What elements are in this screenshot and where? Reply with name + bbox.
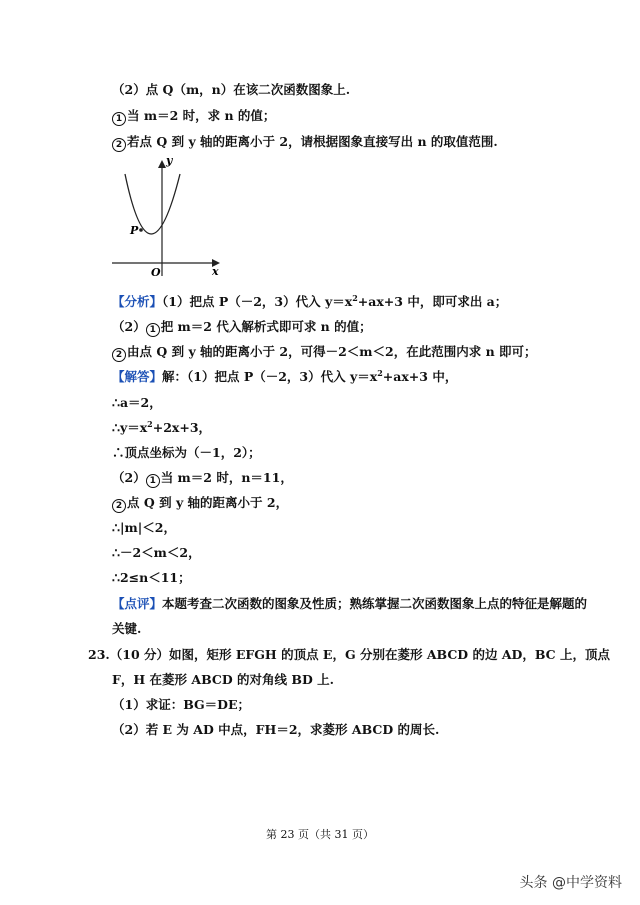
q23-line-3: （1）求证：BG＝DE； <box>112 697 251 712</box>
point-p-label: P <box>130 224 139 237</box>
solution-line-9: ∴2≤n＜11； <box>112 570 191 585</box>
comment-line-1: 【点评】本题考查二次函数的图象及性质；熟练掌握二次函数图象上点的特征是解题的 <box>112 596 588 611</box>
analysis-line-1: 【分析】（1）把点 P（－2，3）代入 $y=x^2+ax+3$ 中，即可求出 a； <box>112 293 508 309</box>
q2-part1: 1 当 m＝2 时，求 n 的值； <box>112 108 275 126</box>
analysis-line-3: 2 由点 Q 到 y 轴的距离小于 2，可得－2＜m＜2，在此范围内求 n 即可； <box>112 344 537 362</box>
q23-line-2: F，H 在菱形 ABCD 的对角线 BD 上. <box>112 672 334 687</box>
watermark: 头条 @中学资料 <box>519 875 622 891</box>
analysis-line-2: （2） 1 把 m＝2 代入解析式即可求 n 的值； <box>112 319 372 335</box>
page-footer: 第 23 页（共 31 页） <box>266 828 374 841</box>
y-axis-arrow <box>158 160 166 168</box>
y-axis-label: y <box>166 154 173 167</box>
parabola-graph <box>112 154 227 279</box>
circled-two: 2 <box>112 138 126 152</box>
solution-line-2: ∴a＝2， <box>112 395 162 410</box>
point-p <box>139 228 143 232</box>
q23-line-4: （2）若 E 为 AD 中点，FH＝2，求菱形 ABCD 的周长. <box>112 722 440 737</box>
q2-part2: 2 若点 Q 到 y 轴的距离小于 2，请根据图象直接写出 n 的取值范围. <box>112 134 498 152</box>
solution-line-8: ∴－2＜m＜2， <box>112 545 201 560</box>
x-axis-label: x <box>212 265 219 278</box>
q2-intro: （2）点 Q（m，n）在该二次函数图象上. <box>112 82 351 97</box>
circled-one: 1 <box>112 112 126 126</box>
q23-line-1: 23.（10 分）如图，矩形 EFGH 的顶点 E，G 分别在菱形 ABCD 的边 AD，BC 上，顶点 <box>88 647 610 662</box>
solution-line-4: ∴顶点坐标为（－1，2）； <box>112 445 261 460</box>
comment-line-2: 关键. <box>112 621 142 636</box>
solution-line-5: （2） 1 当 m＝2 时，n＝11， <box>112 470 293 486</box>
solution-line-6: 2 点 Q 到 y 轴的距离小于 2， <box>112 495 288 513</box>
solution-line-7: ∴|m|＜2， <box>112 520 176 535</box>
solution-line-3: $\therefore y=x^2+2x+3$， <box>112 419 212 435</box>
solution-line-1: 【解答】解：（1）把点 P（－2，3）代入 $y=x^2+ax+3$ 中， <box>112 368 458 384</box>
origin-label: O <box>151 266 161 279</box>
